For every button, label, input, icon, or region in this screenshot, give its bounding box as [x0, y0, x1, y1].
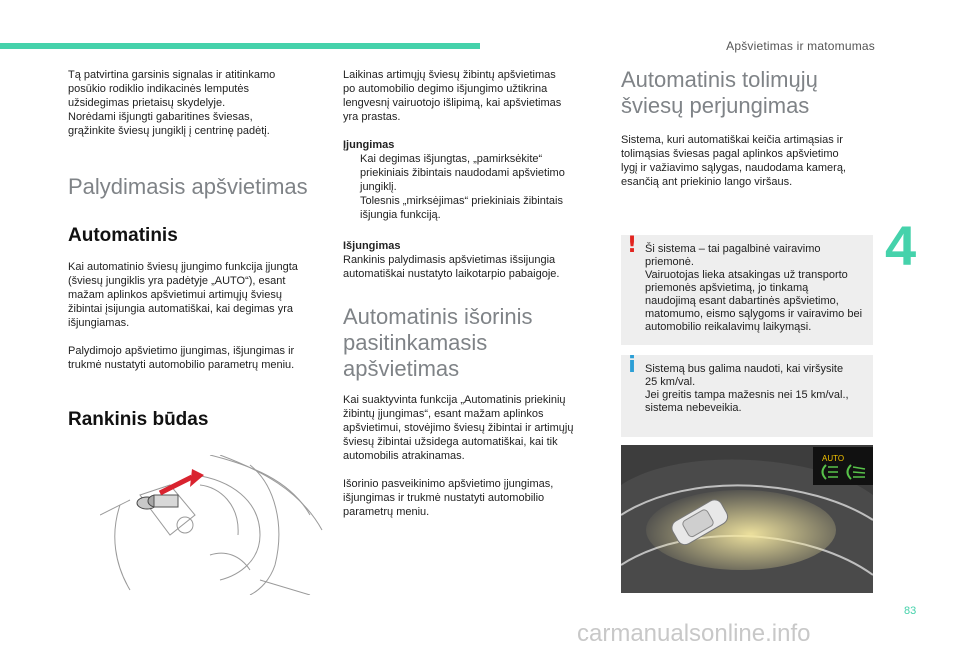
section-title-follow-me: Palydimasis apšvietimas: [68, 174, 308, 199]
info-text: Sistemą bus galima naudoti, kai viršysite 25 km/val. Jei greitis tampa mažesnis nei 15 km/val., sistema nebeveikia.: [645, 363, 849, 414]
switch-off-text: Rankinis palydimasis apšvietimas išsijungia automatiškai nustatyto laikotarpio pabaigoje.: [343, 254, 560, 280]
top-accent-bar: [0, 43, 480, 49]
section-title-welcome-lighting: Automatinis išorinis pasitinkamasis apšvietimas: [343, 304, 533, 381]
welcome-lighting-paragraph-2: Išorinio pasveikinimo apšvietimo įjungimas, išjungimas ir trukmė nustatyti automobilio parametrų meniu.: [343, 478, 554, 518]
auto-badge: AUTO: [822, 454, 845, 463]
switch-off-title: Išjungimas: [343, 240, 401, 252]
switch-on-bullet-2: Tolesnis „mirksėjimas“ priekiniais žibintais išjungia funkciją.: [343, 194, 601, 222]
high-beam-paragraph: Sistema, kuri automatiškai keičia artimąsias ir tolimąsias šviesas pagal aplinkos apšvietimo lygį ir važiavimo sąlygas, naudodama kamerą, esančią ant priekinio lango viršaus.: [621, 134, 846, 188]
warning-box: [621, 235, 873, 345]
bullet-icon: [343, 152, 360, 194]
subtitle-manual: Rankinis būdas: [68, 409, 209, 430]
automatic-paragraph-1: Kai automatinio šviesų įjungimo funkcija įjungta (šviesų jungiklis yra padėtyje „AUTO“), esant mažam aplinkos apšvietimui artimųjų šviesų žibintai įsijungia automatiškai, kai degimas yra išjungiamas.: [68, 261, 298, 329]
intro-text: Tą patvirtina garsinis signalas ir atitinkamo posūkio rodiklio indikacinės lemputės užsidegimas prietaisų skydelyje. Norėdami išjungti gabaritines šviesas, grąžinkite šviesų jungiklį į centrinę padėtį.: [68, 69, 276, 137]
info-icon: i: [628, 353, 636, 378]
page-number: 83: [904, 605, 917, 617]
warning-icon: !: [626, 233, 638, 258]
car-headlight-illustration: [621, 445, 873, 593]
automatic-paragraph-2: Palydimojo apšvietimo įjungimas, išjungimas ir trukmė nustatyti automobilio parametrų meniu.: [68, 345, 295, 371]
section-title-high-beam: Automatinis tolimųjų šviesų perjungimas: [621, 67, 818, 118]
follow-me-intro: Laikinas artimųjų šviesų žibintų apšvietimas po automobilio degimo išjungimo užtikrina lengvesnį vairuotojo išlipimą, kai apšvietimas yra prastas.: [343, 69, 562, 123]
chapter-tab-number: 4: [885, 214, 917, 277]
welcome-lighting-paragraph-1: Kai suaktyvinta funkcija „Automatinis priekinių žibintų įjungimas“, esant mažam aplinkos apšvietimui, stovėjimo šviesų žibintai ir artimųjų šviesų žibintai užsidega automatiškai, kai tik automobilis atrakinamas.: [343, 394, 574, 462]
right-column: [621, 67, 877, 203]
light-switch-illustration: [100, 455, 330, 595]
info-box: [621, 355, 873, 437]
bullet-icon: [343, 194, 360, 222]
warning-text: Ši sistema – tai pagalbinė vairavimo priemonė. Vairuotojas lieka atsakingas už transporto priemonės apšvietimą, jo tinkamą naudojimą esant dabartinės apšvietimo, matomumo, eismo sąlygoms ir vairavimo bei automobilio reikalavimų laikymąsi.: [645, 243, 863, 333]
subtitle-automatic: Automatinis: [68, 225, 178, 246]
left-column: [68, 68, 323, 431]
middle-column: [343, 68, 601, 533]
switch-on-title: Įjungimas: [343, 139, 395, 151]
switch-on-bullet-1: Kai degimas išjungtas, „pamirksėkite“ priekiniais žibintais naudodami apšvietimo jungiklį.: [343, 152, 601, 194]
chapter-title: Apšvietimas ir matomumas: [726, 39, 875, 53]
watermark: carmanualsonline.info: [577, 620, 811, 647]
